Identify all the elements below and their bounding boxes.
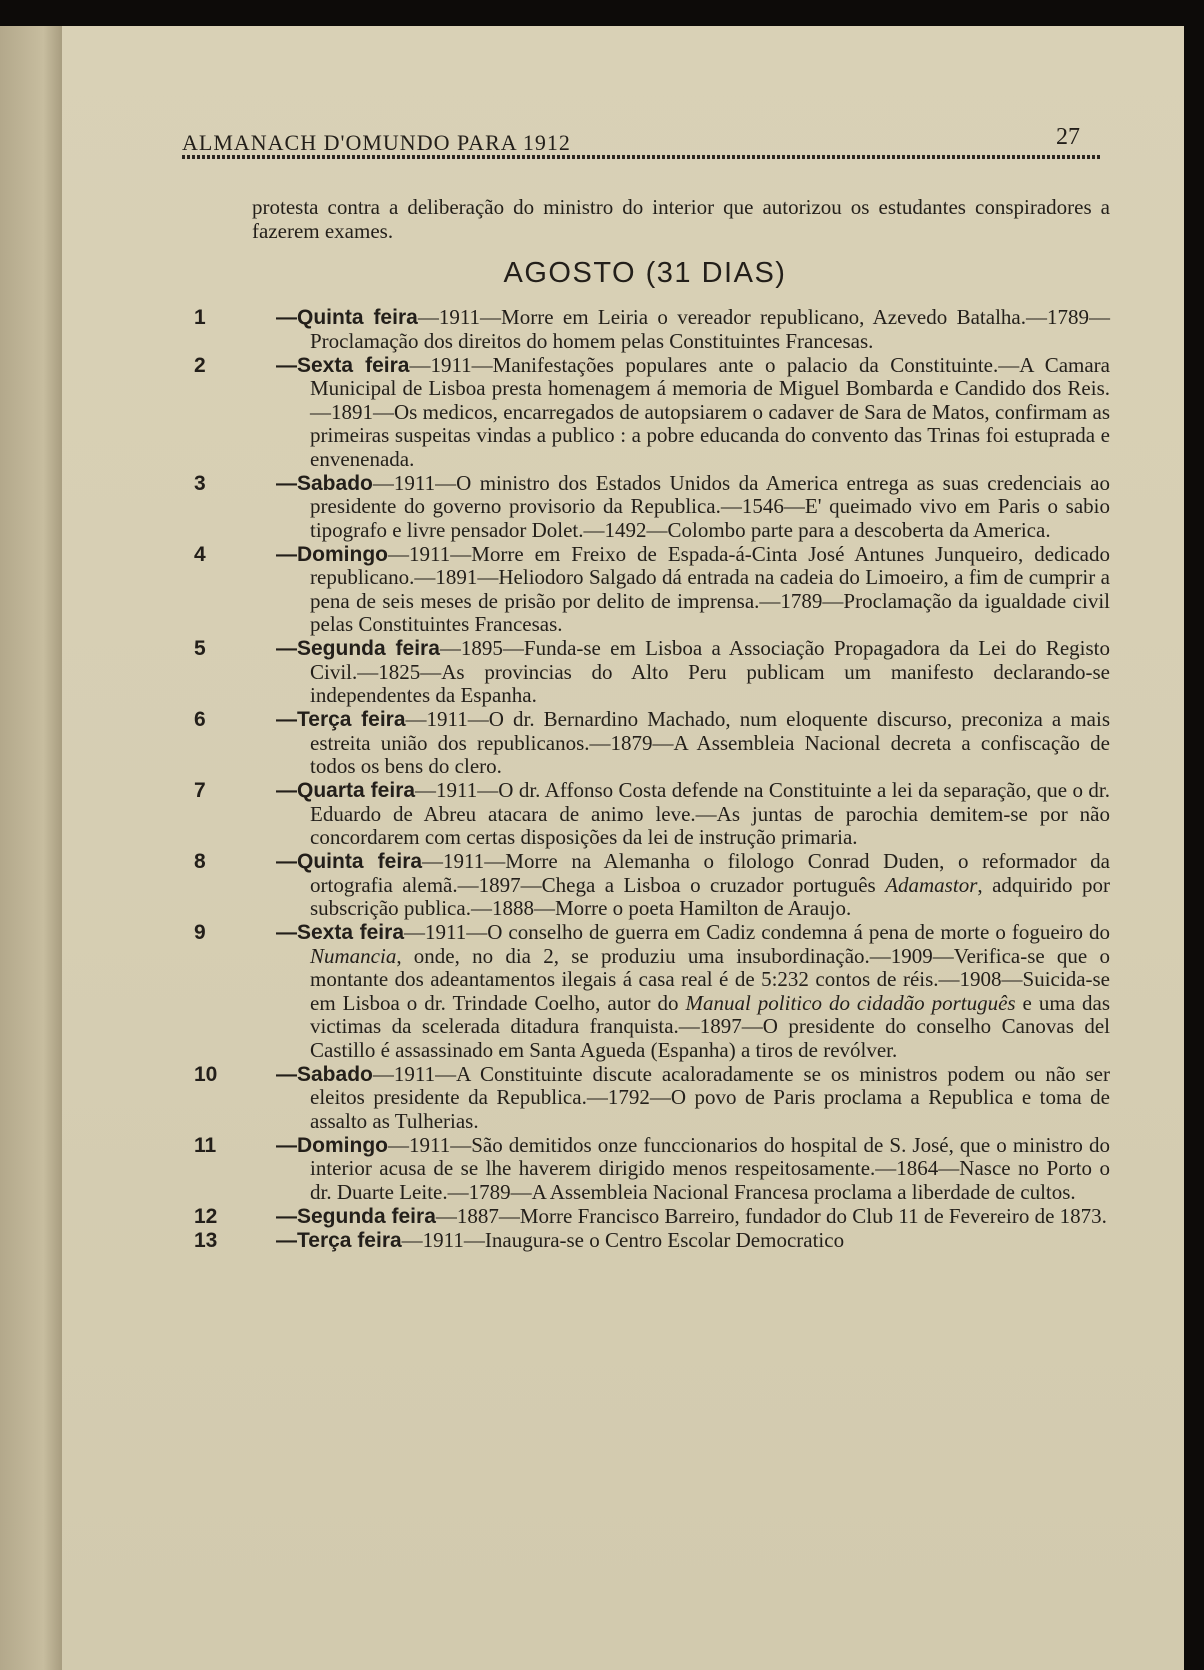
day-entry xyxy=(180,850,1110,921)
entry-text: —1887—Morre Francisco Barreiro, fundador do Club 11 de Fevereiro de 1873. xyxy=(435,1203,1107,1228)
entry-text: —1911—Morre em Leiria o vereador republicano, Azevedo Batalha.—1789—Proclamação dos direitos do homem pelas Constituintes Francesas. xyxy=(310,305,1110,353)
entry-text-end: e uma das victimas da scelerada ditadura franquista.—1897—O presidente do conselho Canovas del Castillo é assassinado em Santa Agueda (Espanha) a tiros de revólver. xyxy=(310,990,1110,1062)
day-heading: 10 —Sabado xyxy=(194,1062,373,1086)
day-entry xyxy=(180,543,1110,637)
day-heading: 9 —Sexta feira xyxy=(194,921,404,944)
day-heading: 2 —Sexta feira xyxy=(194,353,410,377)
page-fold-edge xyxy=(0,26,64,1670)
entry-text: —1911—O conselho de guerra em Cadiz condemna á pena de morte o fogueiro do xyxy=(404,920,1111,944)
day-heading: 1 —Quinta feira xyxy=(194,306,418,329)
ship-name: Numancia xyxy=(310,943,397,968)
day-entry xyxy=(180,708,1110,779)
day-entry xyxy=(180,1229,1110,1253)
day-entry xyxy=(180,637,1110,708)
day-heading: 8 —Quinta feira xyxy=(194,850,423,873)
entry-text: —1911—São demitidos onze funccionarios do hospital de S. José, que o ministro do interior acusa de se lhe haverem dirigido menos respeitosamente.—1864—Nasce no Porto o dr. Duarte Leite.—1789—A Assembleia Nacional Francesa proclama a liberdade de cultos. xyxy=(310,1132,1110,1204)
book-title: Manual politico do cidadão português xyxy=(685,990,1016,1015)
day-heading: 11 —Domingo xyxy=(194,1133,388,1157)
day-entry xyxy=(180,1063,1110,1134)
day-entry xyxy=(180,1205,1110,1229)
page-number: 27 xyxy=(1056,124,1080,150)
day-heading: 12 —Segunda feira xyxy=(194,1204,436,1228)
entry-text: —1911—O ministro dos Estados Unidos da America entrega as suas credenciais ao presidente do governo provisorio da Republica.—1546—E' queimado vivo em Paris o sabio tipografo e livre pensador Dolet.—1492—Colombo parte para a descoberta da America. xyxy=(310,470,1110,542)
entry-text: —1911—Manifestações populares ante o palacio da Constituinte.—A Camara Municipal de Lisboa presta homenagem á memoria de Miguel Bombarda e Candido dos Reis.—1891—Os medicos, encarregados de autopsiarem o cadaver de Sara de Matos, confirmam as primeiras suspeitas vindas a publico : a pobre educanda do convento das Trinas foi estuprada e envenenada. xyxy=(310,352,1110,471)
day-heading: 4 —Domingo xyxy=(194,542,388,566)
day-entry xyxy=(180,921,1110,1062)
header-rule xyxy=(182,155,1100,159)
day-entry xyxy=(180,472,1110,543)
page-sheet xyxy=(62,26,1184,1670)
running-header xyxy=(182,124,1100,154)
scanned-page xyxy=(0,26,1184,1670)
entry-text: —1911—Morre na Alemanha o filologo Conrad Duden, o reformador da ortografia alemã.—1897—Chega a Lisboa o cruzador português xyxy=(310,849,1110,897)
page-body xyxy=(180,196,1110,1253)
entry-text: —1911—O dr. Affonso Costa defende na Constituinte a lei da separação, que o dr. Eduardo de Abreu atacara de animo leve.—As juntas de parochia demitem-se por não concordarem com certas disposições da lei de instrução primaria. xyxy=(310,778,1110,849)
day-heading: 6 —Terça feira xyxy=(194,708,406,731)
day-heading: 13 —Terça feira xyxy=(194,1228,402,1252)
entry-text: —1911—Morre em Freixo de Espada-á-Cinta José Antunes Junqueiro, dedicado republicano.—1891—Heliodoro Salgado dá entrada na cadeia do Limoeiro, a fim de cumprir a pena de seis meses de prisão por delito de imprensa.—1789—Proclamação da igualdade civil pelas Constituintes Francesas. xyxy=(310,541,1110,636)
entry-text: —1895—Funda-se em Lisboa a Associação Propagadora da Lei do Registo Civil.—1825—As provincias do Alto Peru publicam um manifesto declarando-se independentes da Espanha. xyxy=(310,636,1110,707)
entry-text: —1911—Inaugura-se o Centro Escolar Democratico xyxy=(401,1227,845,1252)
entry-text-continued: , adquirido por subscrição publica.—1888—Morre o poeta Hamilton de Araujo. xyxy=(310,872,1110,920)
header-title: ALMANACH D'OMUNDO PARA 1912 xyxy=(182,130,571,155)
month-title: AGOSTO (31 DIAS) xyxy=(503,257,787,289)
day-heading: 7 —Quarta feira xyxy=(194,779,416,802)
entry-text: —1911—A Constituinte discute acaloradamente se os ministros podem ou não ser eleitos presidente da Republica.—1792—O povo de Paris proclama a Republica e toma de assalto as Tulherias. xyxy=(310,1061,1110,1133)
day-entry xyxy=(180,779,1110,850)
day-entry xyxy=(180,354,1110,472)
intro-paragraph: protesta contra a deliberação do ministro do interior que autorizou os estudantes conspiradores a fazerem exames. xyxy=(252,195,1110,243)
day-heading: 3 —Sabado xyxy=(194,471,373,495)
entry-text-continued: , onde, no dia 2, se produziu uma insubordinação.—1909—Verifica-se que o montante dos adeantamentos ilegais á casa real é de 5:232 contos de réis.—1908—Suicida-se em Lisboa o dr. Trindade Coelho, autor do xyxy=(310,943,1110,1015)
entry-text: —1911—O dr. Bernardino Machado, num eloquente discurso, preconiza a mais estreita união dos republicanos.—1879—A Assembleia Nacional decreta a confiscação de todos os bens do clero. xyxy=(310,707,1110,778)
day-heading: 5 —Segunda feira xyxy=(194,637,440,660)
day-entry xyxy=(180,1134,1110,1205)
day-entry xyxy=(180,306,1110,353)
ship-name: Adamastor xyxy=(885,872,978,897)
